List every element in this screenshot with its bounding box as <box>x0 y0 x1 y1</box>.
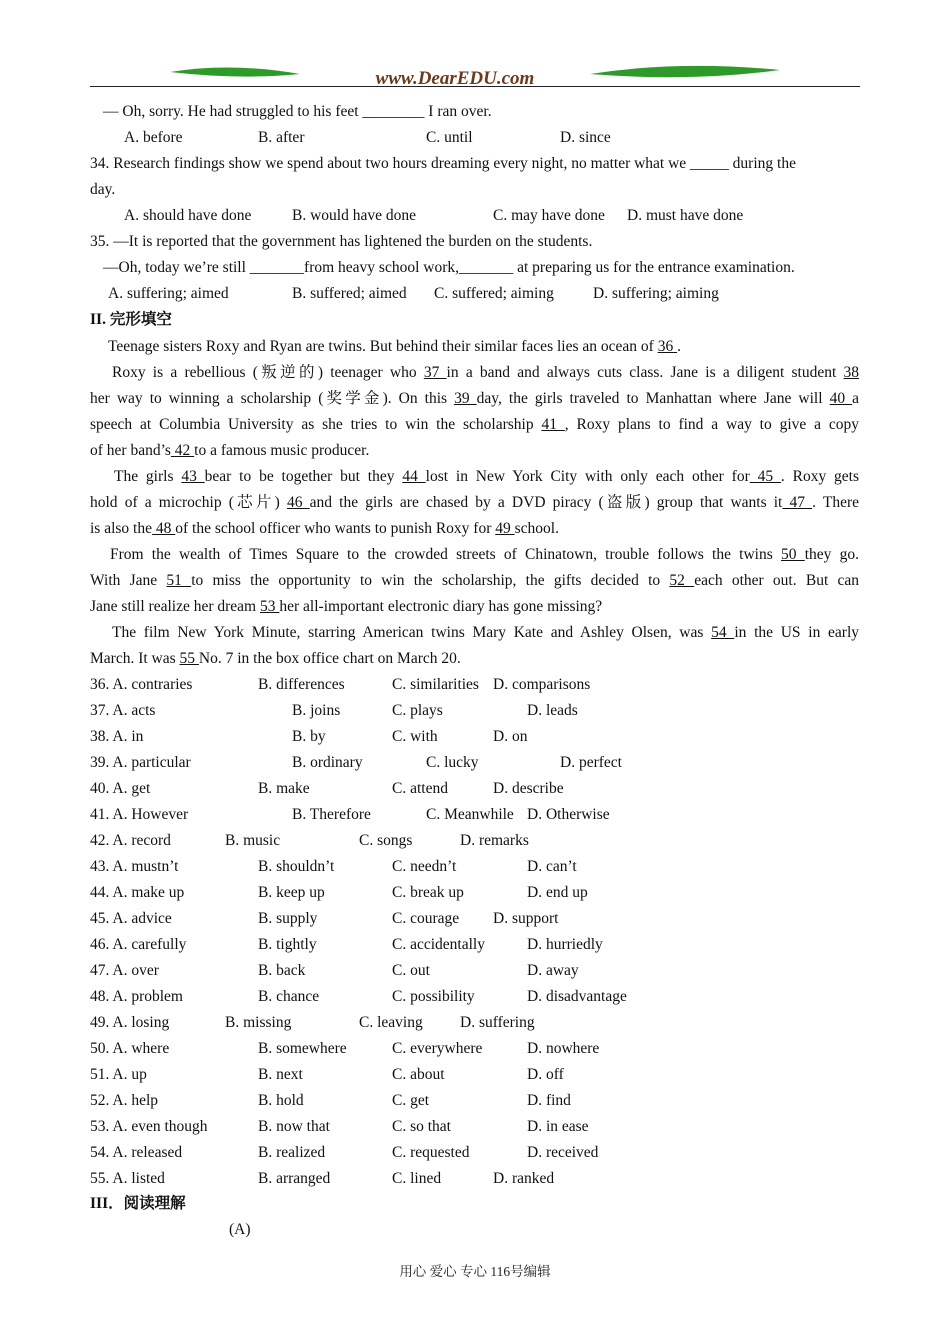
q35-stem-line2: —Oh, today we’re still _______from heavy school work,_______ at preparing us for the entrance examination. <box>103 259 795 276</box>
cloze-52-option-a: 52. A. help <box>90 1092 159 1109</box>
cloze-46-option-c: C. accidentally <box>392 936 485 953</box>
blank-number: 53 <box>260 598 280 615</box>
cloze-47-option-b: B. back <box>258 962 306 979</box>
q34-option-c: C. may have done <box>493 207 605 224</box>
passage-text: With Jane <box>90 572 167 589</box>
passage-text: to a famous music producer. <box>194 442 370 459</box>
cloze-49-option-a: 49. A. losing <box>90 1014 170 1031</box>
cloze-41-option-a: 41. A. However <box>90 806 189 823</box>
blank-number: 51 <box>166 572 192 589</box>
cloze-49-option-d: D. suffering <box>460 1014 535 1031</box>
passage-text: to miss the opportunity to win the scholarship, the gifts decided to <box>191 572 670 589</box>
blank-number: 55 <box>179 650 199 667</box>
cloze-52-option-d: D. find <box>527 1092 571 1109</box>
cloze-50-option-a: 50. A. where <box>90 1040 170 1057</box>
cloze-52-option-b: B. hold <box>258 1092 304 1109</box>
cloze-55-option-b: B. arranged <box>258 1170 331 1187</box>
cloze-44-option-d: D. end up <box>527 884 588 901</box>
q34-option-d: D. must have done <box>627 207 744 224</box>
cloze-53-option-b: B. now that <box>258 1118 330 1135</box>
cloze-50-option-b: B. somewhere <box>258 1040 347 1057</box>
cloze-54-option-a: 54. A. released <box>90 1144 183 1161</box>
blank-number: 52 <box>669 572 695 589</box>
q33-option-a: A. before <box>124 129 183 146</box>
blank-number: 45 <box>749 468 781 485</box>
cloze-52-option-c: C. get <box>392 1092 430 1109</box>
blank-number: 54 <box>711 624 735 641</box>
cloze-38-option-a: 38. A. in <box>90 728 144 745</box>
cloze-39-option-c: C. lucky <box>426 754 479 771</box>
cloze-53-option-a: 53. A. even though <box>90 1118 208 1135</box>
passage-text: , Roxy plans to find a way to give a copy <box>564 416 859 433</box>
passage-text: Roxy is a rebellious (叛逆的) teenager who <box>112 364 424 381</box>
section-3-subtitle: (A) <box>229 1221 251 1238</box>
passage-text: her all-important electronic diary has gone missing? <box>279 598 603 615</box>
cloze-47-option-a: 47. A. over <box>90 962 159 979</box>
passage-text: day, the girls traveled to Manhattan where Jane will <box>476 390 830 407</box>
blank-number: 47 <box>782 494 813 511</box>
cloze-37-option-b: B. joins <box>292 702 341 719</box>
blank-number: 43 <box>181 468 205 485</box>
cloze-45-option-a: 45. A. advice <box>90 910 172 927</box>
passage-line <box>90 415 859 435</box>
cloze-39-option-d: D. perfect <box>560 754 622 771</box>
passage-line <box>90 519 559 539</box>
cloze-55-option-c: C. lined <box>392 1170 442 1187</box>
passage-text: a <box>852 390 859 407</box>
banner-swoosh-right <box>590 66 780 77</box>
cloze-44-option-a: 44. A. make up <box>90 884 185 901</box>
blank-number: 46 <box>286 494 310 511</box>
blank-number: 41 <box>541 416 565 433</box>
q35-stem-line1: 35. —It is reported that the government has lightened the burden on the students. <box>90 233 593 250</box>
cloze-40-option-a: 40. A. get <box>90 780 151 797</box>
cloze-42-option-a: 42. A. record <box>90 832 171 849</box>
cloze-51-option-d: D. off <box>527 1066 564 1083</box>
passage-text: school. <box>514 520 559 537</box>
passage-text: No. 7 in the box office chart on March 20. <box>198 650 461 667</box>
cloze-54-option-b: B. realized <box>258 1144 326 1161</box>
cloze-40-option-c: C. attend <box>392 780 448 797</box>
blank-number: 38 <box>843 364 859 381</box>
passage-text: is also the <box>90 520 152 537</box>
passage-text: From the wealth of Times Square to the crowded streets of Chinatown, trouble follows the twins <box>110 546 781 563</box>
cloze-48-option-d: D. disadvantage <box>527 988 627 1005</box>
q35-option-b: B. suffered; aimed <box>292 285 407 302</box>
cloze-38-option-c: C. with <box>392 728 438 745</box>
cloze-47-option-d: D. away <box>527 962 579 979</box>
cloze-43-option-c: C. needn’t <box>392 858 457 875</box>
cloze-42-option-b: B. music <box>225 832 281 849</box>
cloze-41-option-c: C. Meanwhile <box>426 806 514 823</box>
cloze-48-option-b: B. chance <box>258 988 320 1005</box>
cloze-42-option-c: C. songs <box>359 832 413 849</box>
passage-text: and the girls are chased by a DVD piracy (盗版) group that wants it <box>309 494 783 511</box>
cloze-38-option-b: B. by <box>292 728 326 745</box>
blank-number: 37 <box>423 364 447 381</box>
cloze-50-option-d: D. nowhere <box>527 1040 600 1057</box>
passage-line <box>108 337 681 357</box>
blank-number: 49 <box>495 520 515 537</box>
cloze-55-option-a: 55. A. listed <box>90 1170 165 1187</box>
site-logo: www.DearEDU.com <box>375 68 535 89</box>
passage-line <box>90 571 859 591</box>
header-rule <box>90 86 860 87</box>
cloze-36-option-b: B. differences <box>258 676 345 693</box>
cloze-54-option-c: C. requested <box>392 1144 470 1161</box>
passage-line <box>112 363 859 383</box>
q33-option-b: B. after <box>258 129 305 146</box>
cloze-54-option-d: D. received <box>527 1144 599 1161</box>
page-footer: 用心 爱心 专心 116号编辑 <box>399 1264 551 1279</box>
cloze-36-option-c: C. similarities <box>392 676 479 693</box>
blank-number: 36 <box>657 338 678 355</box>
blank-number: 40 <box>829 390 853 407</box>
cloze-46-option-b: B. tightly <box>258 936 317 953</box>
cloze-42-option-d: D. remarks <box>460 832 529 849</box>
passage-text: lost in New York City with only each other for <box>425 468 750 485</box>
passage-line <box>90 493 859 513</box>
cloze-55-option-d: D. ranked <box>493 1170 555 1187</box>
passage-text: bear to be together but they <box>204 468 403 485</box>
cloze-48-option-c: C. possibility <box>392 988 475 1005</box>
cloze-51-option-b: B. next <box>258 1066 303 1083</box>
passage-line <box>90 597 602 617</box>
section-2-title: II. 完形填空 <box>90 311 172 328</box>
cloze-39-option-a: 39. A. particular <box>90 754 191 771</box>
cloze-40-option-d: D. describe <box>493 780 564 797</box>
blank-number: 39 <box>454 390 477 407</box>
banner-swoosh-left <box>170 67 300 76</box>
passage-text: of the school officer who wants to punish Roxy for <box>175 520 496 537</box>
cloze-53-option-c: C. so that <box>392 1118 451 1135</box>
passage-text: hold of a microchip (芯片) <box>90 494 287 511</box>
passage-line <box>90 649 461 669</box>
cloze-43-option-d: D. can’t <box>527 858 577 875</box>
cloze-49-option-c: C. leaving <box>359 1014 423 1031</box>
passage-text: speech at Columbia University as she tries to win the scholarship <box>90 416 542 433</box>
passage-text: . Roxy gets <box>780 468 859 485</box>
cloze-48-option-a: 48. A. problem <box>90 988 183 1005</box>
q35-option-d: D. suffering; aiming <box>593 285 719 302</box>
q35-option-a: A. suffering; aimed <box>108 285 229 302</box>
passage-text: The film New York Minute, starring American twins Mary Kate and Ashley Olsen, was <box>112 624 712 641</box>
cloze-45-option-c: C. courage <box>392 910 460 927</box>
passage-text: in the US in early <box>734 624 859 641</box>
cloze-46-option-a: 46. A. carefully <box>90 936 187 953</box>
cloze-40-option-b: B. make <box>258 780 310 797</box>
q33-stem: — Oh, sorry. He had struggled to his feet ________ I ran over. <box>103 103 492 120</box>
cloze-37-option-d: D. leads <box>527 702 578 719</box>
cloze-51-option-c: C. about <box>392 1066 445 1083</box>
q34-option-a: A. should have done <box>124 207 252 224</box>
cloze-41-option-b: B. Therefore <box>292 806 371 823</box>
cloze-44-option-b: B. keep up <box>258 884 325 901</box>
cloze-43-option-b: B. shouldn’t <box>258 858 335 875</box>
cloze-37-option-c: C. plays <box>392 702 443 719</box>
blank-number: 44 <box>402 468 426 485</box>
cloze-36-option-d: D. comparisons <box>493 676 591 693</box>
passage-text: Teenage sisters Roxy and Ryan are twins. But behind their similar faces lies an ocean of <box>108 338 658 355</box>
cloze-47-option-c: C. out <box>392 962 430 979</box>
blank-number: 50 <box>781 546 805 563</box>
cloze-37-option-a: 37. A. acts <box>90 702 156 719</box>
q33-option-d: D. since <box>560 129 611 146</box>
passage-line <box>90 441 369 461</box>
passage-text: in a band and always cuts class. Jane is a diligent student <box>446 364 844 381</box>
blank-number: 48 <box>152 520 176 537</box>
q34-stem-line1: 34. Research findings show we spend about two hours dreaming every night, no matter what we _____ during the <box>90 155 796 172</box>
passage-text: Jane still realize her dream <box>90 598 260 615</box>
passage-text: they go. <box>804 546 859 563</box>
section-3-title: III．阅读理解 <box>90 1195 186 1212</box>
passage-text: each other out. But can <box>694 572 859 589</box>
passage-text: . <box>677 338 681 355</box>
passage-text: . There <box>812 494 859 511</box>
passage-text: of her band’s <box>90 442 171 459</box>
passage-line <box>114 467 859 487</box>
passage-line <box>110 545 859 565</box>
q34-stem-line2: day. <box>90 181 116 198</box>
passage-text: her way to winning a scholarship (奖学金). On this <box>90 390 455 407</box>
cloze-38-option-d: D. on <box>493 728 528 745</box>
cloze-53-option-d: D. in ease <box>527 1118 589 1135</box>
blank-number: 42 <box>170 442 195 459</box>
cloze-51-option-a: 51. A. up <box>90 1066 147 1083</box>
cloze-39-option-b: B. ordinary <box>292 754 363 771</box>
passage-text: The girls <box>114 468 182 485</box>
cloze-36-option-a: 36. A. contraries <box>90 676 193 693</box>
cloze-45-option-d: D. support <box>493 910 559 927</box>
cloze-45-option-b: B. supply <box>258 910 318 927</box>
passage-text: March. It was <box>90 650 180 667</box>
cloze-46-option-d: D. hurriedly <box>527 936 603 953</box>
cloze-50-option-c: C. everywhere <box>392 1040 483 1057</box>
q34-option-b: B. would have done <box>292 207 416 224</box>
cloze-49-option-b: B. missing <box>225 1014 292 1031</box>
cloze-41-option-d: D. Otherwise <box>527 806 610 823</box>
cloze-43-option-a: 43. A. mustn’t <box>90 858 179 875</box>
q33-option-c: C. until <box>426 129 473 146</box>
cloze-44-option-c: C. break up <box>392 884 464 901</box>
passage-line <box>90 389 859 409</box>
q35-option-c: C. suffered; aiming <box>434 285 554 302</box>
passage-line <box>112 623 859 643</box>
